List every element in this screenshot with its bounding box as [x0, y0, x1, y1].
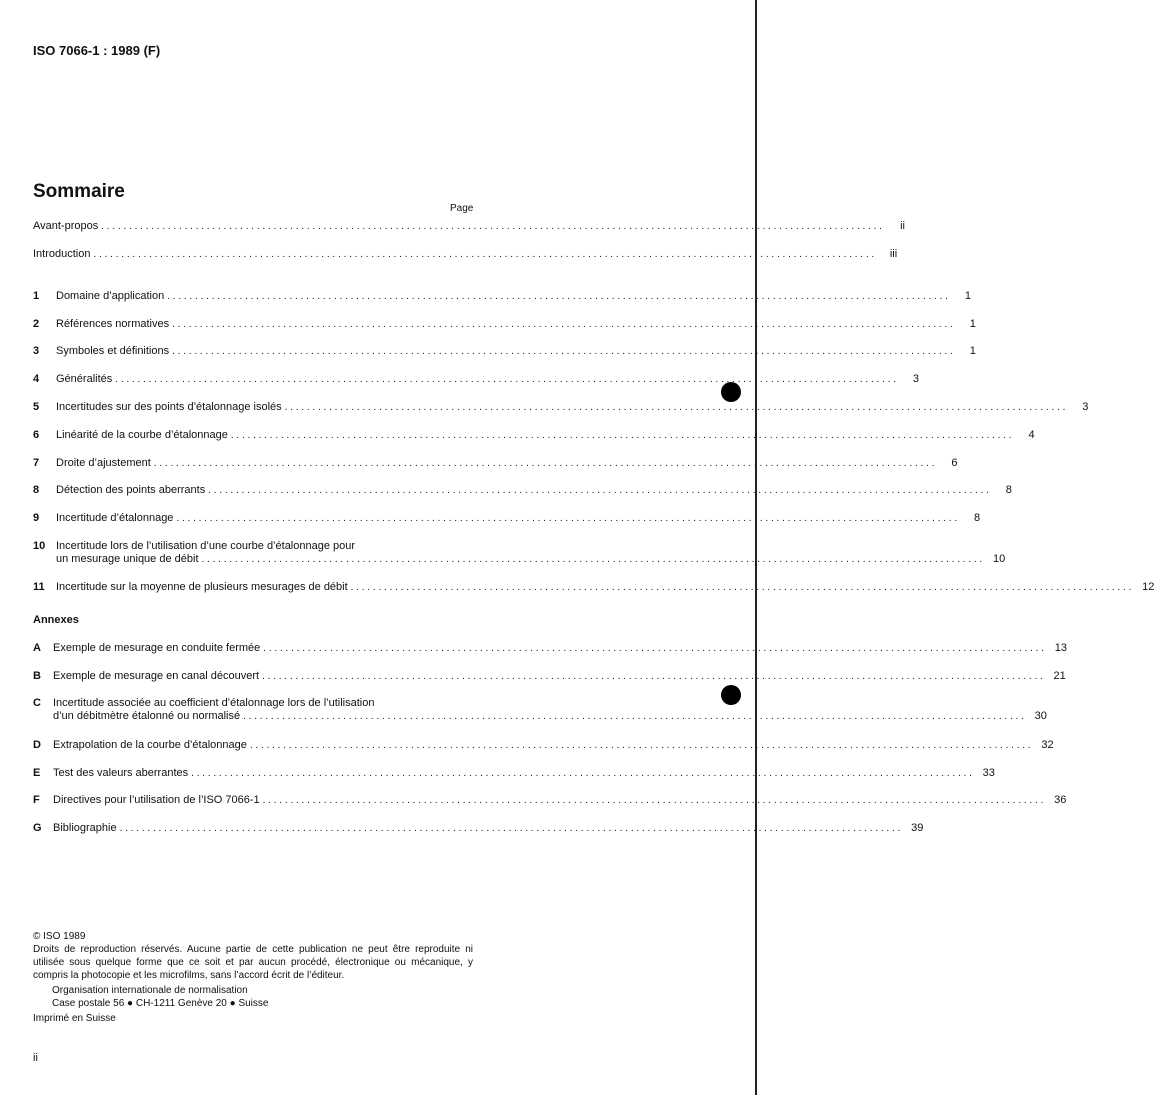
toc-entry-page: 1	[964, 290, 971, 302]
toc-entry-text: Incertitude sur la moyenne de plusieurs mesurages de débit	[56, 581, 348, 593]
annex-letter: C	[33, 697, 41, 709]
annex-page: 36	[1054, 794, 1067, 806]
toc-entry-text-line2: un mesurage unique de débit	[56, 553, 199, 565]
annex-entry-g[interactable]	[33, 822, 924, 835]
annex-text: Exemple de mesurage en canal découvert	[53, 670, 260, 682]
punch-hole-mark	[721, 382, 741, 402]
toc-entry-number: 5	[33, 401, 40, 413]
toc-entry-text: Linéarité de la courbe d’étalonnage	[56, 429, 228, 441]
annex-page: 30	[1034, 710, 1047, 722]
dot-leader	[172, 345, 953, 358]
toc-entry-5[interactable]	[33, 401, 1089, 414]
annex-letter: E	[33, 767, 41, 779]
printed-in: Imprimé en Suisse	[33, 1013, 116, 1024]
annex-text-line1: Incertitude associée au coefficient d’étalonnage lors de l’utilisation	[53, 697, 375, 709]
annex-entry-c[interactable]	[33, 697, 1047, 723]
rights-notice: Droits de reproduction réservés. Aucune partie de cette publication ne peut être reproduite ni utilisée sous quelque forme que ce soit et par aucun procédé, électronique ou mécanique, y compris la photocopie et les microfilms, sans l’accord écrit de l’éditeur.	[33, 944, 473, 981]
dot-leader	[263, 794, 1044, 807]
dot-leader	[120, 822, 901, 835]
toc-entry-2[interactable]	[33, 318, 976, 331]
toc-entry-text: Symboles et définitions	[56, 345, 170, 357]
toc-entry-number: 4	[33, 373, 40, 385]
toc-entry-introduction[interactable]	[33, 248, 898, 261]
annex-entry-d[interactable]	[33, 739, 1054, 752]
toc-entry-text: Domaine d’application	[56, 290, 165, 302]
annex-entry-e[interactable]	[33, 767, 995, 780]
dot-leader	[115, 373, 896, 386]
toc-entry-3[interactable]	[33, 345, 976, 358]
annex-page: 39	[911, 822, 924, 834]
toc-entry-page: 3	[912, 373, 919, 385]
annex-page: 32	[1041, 739, 1054, 751]
dot-leader	[231, 429, 1012, 442]
dot-leader	[93, 248, 874, 261]
page-number: ii	[33, 1052, 38, 1064]
toc-entry-page: 4	[1028, 429, 1035, 441]
annex-page: 13	[1054, 642, 1068, 654]
toc-entry-text: Incertitudes sur des points d’étalonnage isolés	[56, 401, 282, 413]
dot-leader	[176, 512, 957, 525]
toc-entry-page: 8	[974, 512, 981, 524]
toc-entry-text: Incertitude d’étalonnage	[56, 512, 174, 524]
punch-hole-mark	[721, 685, 741, 705]
annex-entry-f[interactable]	[33, 794, 1067, 807]
organization-name: Organisation internationale de normalisation	[52, 985, 248, 996]
dot-leader	[243, 710, 1024, 723]
dot-leader	[202, 553, 983, 566]
toc-entry-text: Introduction	[33, 248, 91, 260]
toc-entry-page: 3	[1082, 401, 1089, 413]
dot-leader	[263, 642, 1044, 655]
toc-entry-number: 8	[33, 484, 40, 496]
toc-entry-7[interactable]	[33, 457, 958, 470]
toc-entry-avant-propos[interactable]	[33, 220, 905, 233]
annexes-heading: Annexes	[33, 614, 79, 626]
annex-page: 33	[982, 767, 995, 779]
toc-entry-10[interactable]	[33, 540, 1006, 566]
toc-entry-text: Références normatives	[56, 318, 170, 330]
toc-entry-text: Détection des points aberrants	[56, 484, 206, 496]
toc-entry-number: 10	[33, 540, 46, 552]
copyright-block	[33, 930, 473, 1025]
annex-entry-b[interactable]	[33, 670, 1066, 683]
toc-entry-number: 9	[33, 512, 40, 524]
toc-entry-number: 6	[33, 429, 40, 441]
annex-text: Exemple de mesurage en conduite fermée	[53, 642, 261, 654]
dot-leader	[250, 739, 1031, 752]
dot-leader	[167, 290, 948, 303]
toc-entry-number: 1	[33, 290, 40, 302]
toc-entry-11[interactable]	[33, 581, 1154, 594]
annex-letter: G	[33, 822, 42, 834]
annex-text-line2: d’un débitmètre étalonné ou normalisé	[53, 710, 241, 722]
toc-entry-page: 12	[1142, 581, 1154, 593]
toc-entry-number: 11	[33, 581, 45, 593]
document-code: ISO 7066-1 : 1989 (F)	[33, 43, 161, 58]
dot-leader	[285, 401, 1066, 414]
dot-leader	[191, 767, 972, 780]
toc-entry-page: iii	[889, 248, 898, 260]
page-title: Sommaire	[33, 181, 125, 202]
toc-entry-page: 8	[1005, 484, 1012, 496]
postal-address: Case postale 56 ● CH-1211 Genève 20 ● Suisse	[52, 998, 269, 1009]
annex-letter: A	[33, 642, 41, 654]
toc-entry-4[interactable]	[33, 373, 919, 386]
toc-entry-page: 10	[992, 553, 1006, 565]
toc-entry-number: 3	[33, 345, 40, 357]
dot-leader	[101, 220, 882, 233]
annex-entry-a[interactable]	[33, 642, 1068, 655]
toc-entry-number: 7	[33, 457, 40, 469]
annex-page: 21	[1053, 670, 1066, 682]
annex-letter: D	[33, 739, 41, 751]
page-column-label: Page	[450, 203, 474, 214]
toc-entry-number: 2	[33, 318, 40, 330]
toc-entry-page: ii	[900, 220, 905, 232]
toc-entry-page: 1	[969, 318, 976, 330]
toc-entry-9[interactable]	[33, 512, 981, 525]
dot-leader	[262, 670, 1043, 683]
toc-entry-text: Généralités	[56, 373, 113, 385]
toc-entry-page: 1	[969, 345, 976, 357]
annex-text: Directives pour l’utilisation de l’ISO 7066-1	[53, 794, 260, 806]
toc-entry-text: Avant-propos	[33, 220, 99, 232]
toc-entry-1[interactable]	[33, 290, 971, 303]
annex-letter: B	[33, 670, 41, 682]
dot-leader	[351, 581, 1132, 594]
annex-text: Bibliographie	[53, 822, 117, 834]
annex-text: Test des valeurs aberrantes	[53, 767, 189, 779]
copyright-line: © ISO 1989	[33, 931, 86, 942]
annex-text: Extrapolation de la courbe d’étalonnage	[53, 739, 247, 751]
dot-leader	[154, 457, 935, 470]
annex-letter: F	[33, 794, 40, 806]
toc-entry-page: 6	[951, 457, 958, 469]
toc-entry-8[interactable]	[33, 484, 1012, 497]
dot-leader	[208, 484, 989, 497]
toc-entry-text: Droite d’ajustement	[56, 457, 151, 469]
toc-entry-6[interactable]	[33, 429, 1035, 442]
dot-leader	[172, 318, 953, 331]
page-edge-line	[755, 0, 757, 1095]
toc-entry-text-line1: Incertitude lors de l’utilisation d’une courbe d’étalonnage pour	[56, 540, 356, 552]
